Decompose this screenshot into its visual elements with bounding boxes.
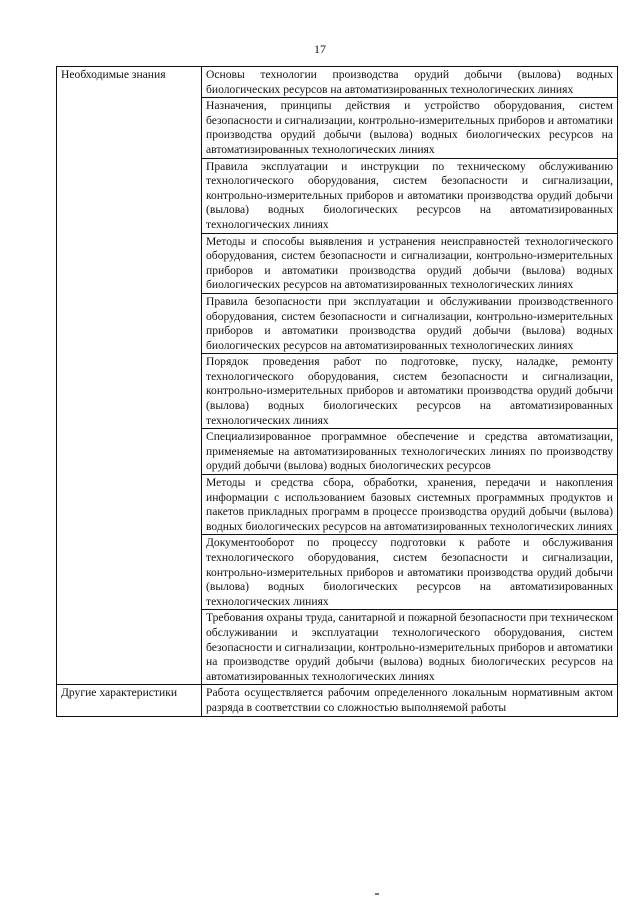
row-label-knowledge: Необходимые знания (57, 67, 202, 685)
knowledge-item: Порядок проведения работ по подготовке, пуску, наладке, ремонту технологического оборудования, систем безопасности и сигнализации, контрольно-измерительных приборов и автоматики производства орудий добычи (вылова) водных биологических ресурсов на автоматизированных технологических линиях (202, 354, 618, 429)
requirements-table (56, 66, 618, 717)
knowledge-item: Методы и средства сбора, обработки, хранения, передачи и накопления информации с использованием базовых системных программных продуктов и пакетов прикладных программ в процессе производства орудий добычи (вылова) водных биологических ресурсов на автоматизированных технологических линиях (202, 475, 618, 535)
knowledge-item: Основы технологии производства орудий добычи (вылова) водных биологических ресурсов на автоматизированных технологических линиях (202, 67, 618, 98)
scan-speck (375, 893, 379, 895)
knowledge-item: Правила безопасности при эксплуатации и обслуживании производственного оборудования, систем безопасности и сигнализации, контрольно-измерительных приборов и автоматики производства орудий добычи (вылова) водных биологических ресурсов на автоматизированных технологических линиях (202, 293, 618, 353)
knowledge-item: Правила эксплуатации и инструкции по техническому обслуживанию технологического оборудования, систем безопасности и сигнализации, контрольно-измерительных приборов и автоматики производства орудий добычи (вылова) водных биологических ресурсов на автоматизированных технологических линиях (202, 158, 618, 233)
other-characteristics-item: Работа осуществляется рабочим определенного локальным нормативным актом разряда в соответствии со сложностью выполняемой работы (202, 685, 618, 716)
knowledge-item: Методы и способы выявления и устранения неисправностей технологического оборудования, систем безопасности и сигнализации, контрольно-измерительных приборов и автоматики производства орудий добычи (вылова) водных биологических ресурсов на автоматизированных технологических линиях (202, 233, 618, 293)
row-label-other: Другие характеристики (57, 685, 202, 716)
knowledge-item: Специализированное программное обеспечение и средства автоматизации, применяемые на автоматизированных технологических линиях по производству орудий добычи (вылова) водных биологических ресурсов (202, 429, 618, 475)
table-row (57, 67, 618, 98)
knowledge-item: Назначения, принципы действия и устройство оборудования, систем безопасности и сигнализации, контрольно-измерительных приборов и автоматики производства орудий добычи (вылова) водных биологических ресурсов на автоматизированных технологических линиях (202, 98, 618, 158)
page-number: 17 (314, 42, 326, 56)
knowledge-item: Документооборот по процессу подготовки к работе и обслуживания технологического оборудования, систем безопасности и сигнализации, контрольно-измерительных приборов и автоматики производства орудий добычи (вылова) водных биологических ресурсов на автоматизированных технологических линиях (202, 535, 618, 610)
knowledge-item: Требования охраны труда, санитарной и пожарной безопасности при техническом обслуживании и эксплуатации технологического оборудования, систем безопасности и сигнализации, контрольно-измерительных приборов и автоматики на производстве орудий добычи (вылова) водных биологических ресурсов на автоматизированных технологических линиях (202, 610, 618, 685)
table-row (57, 685, 618, 716)
